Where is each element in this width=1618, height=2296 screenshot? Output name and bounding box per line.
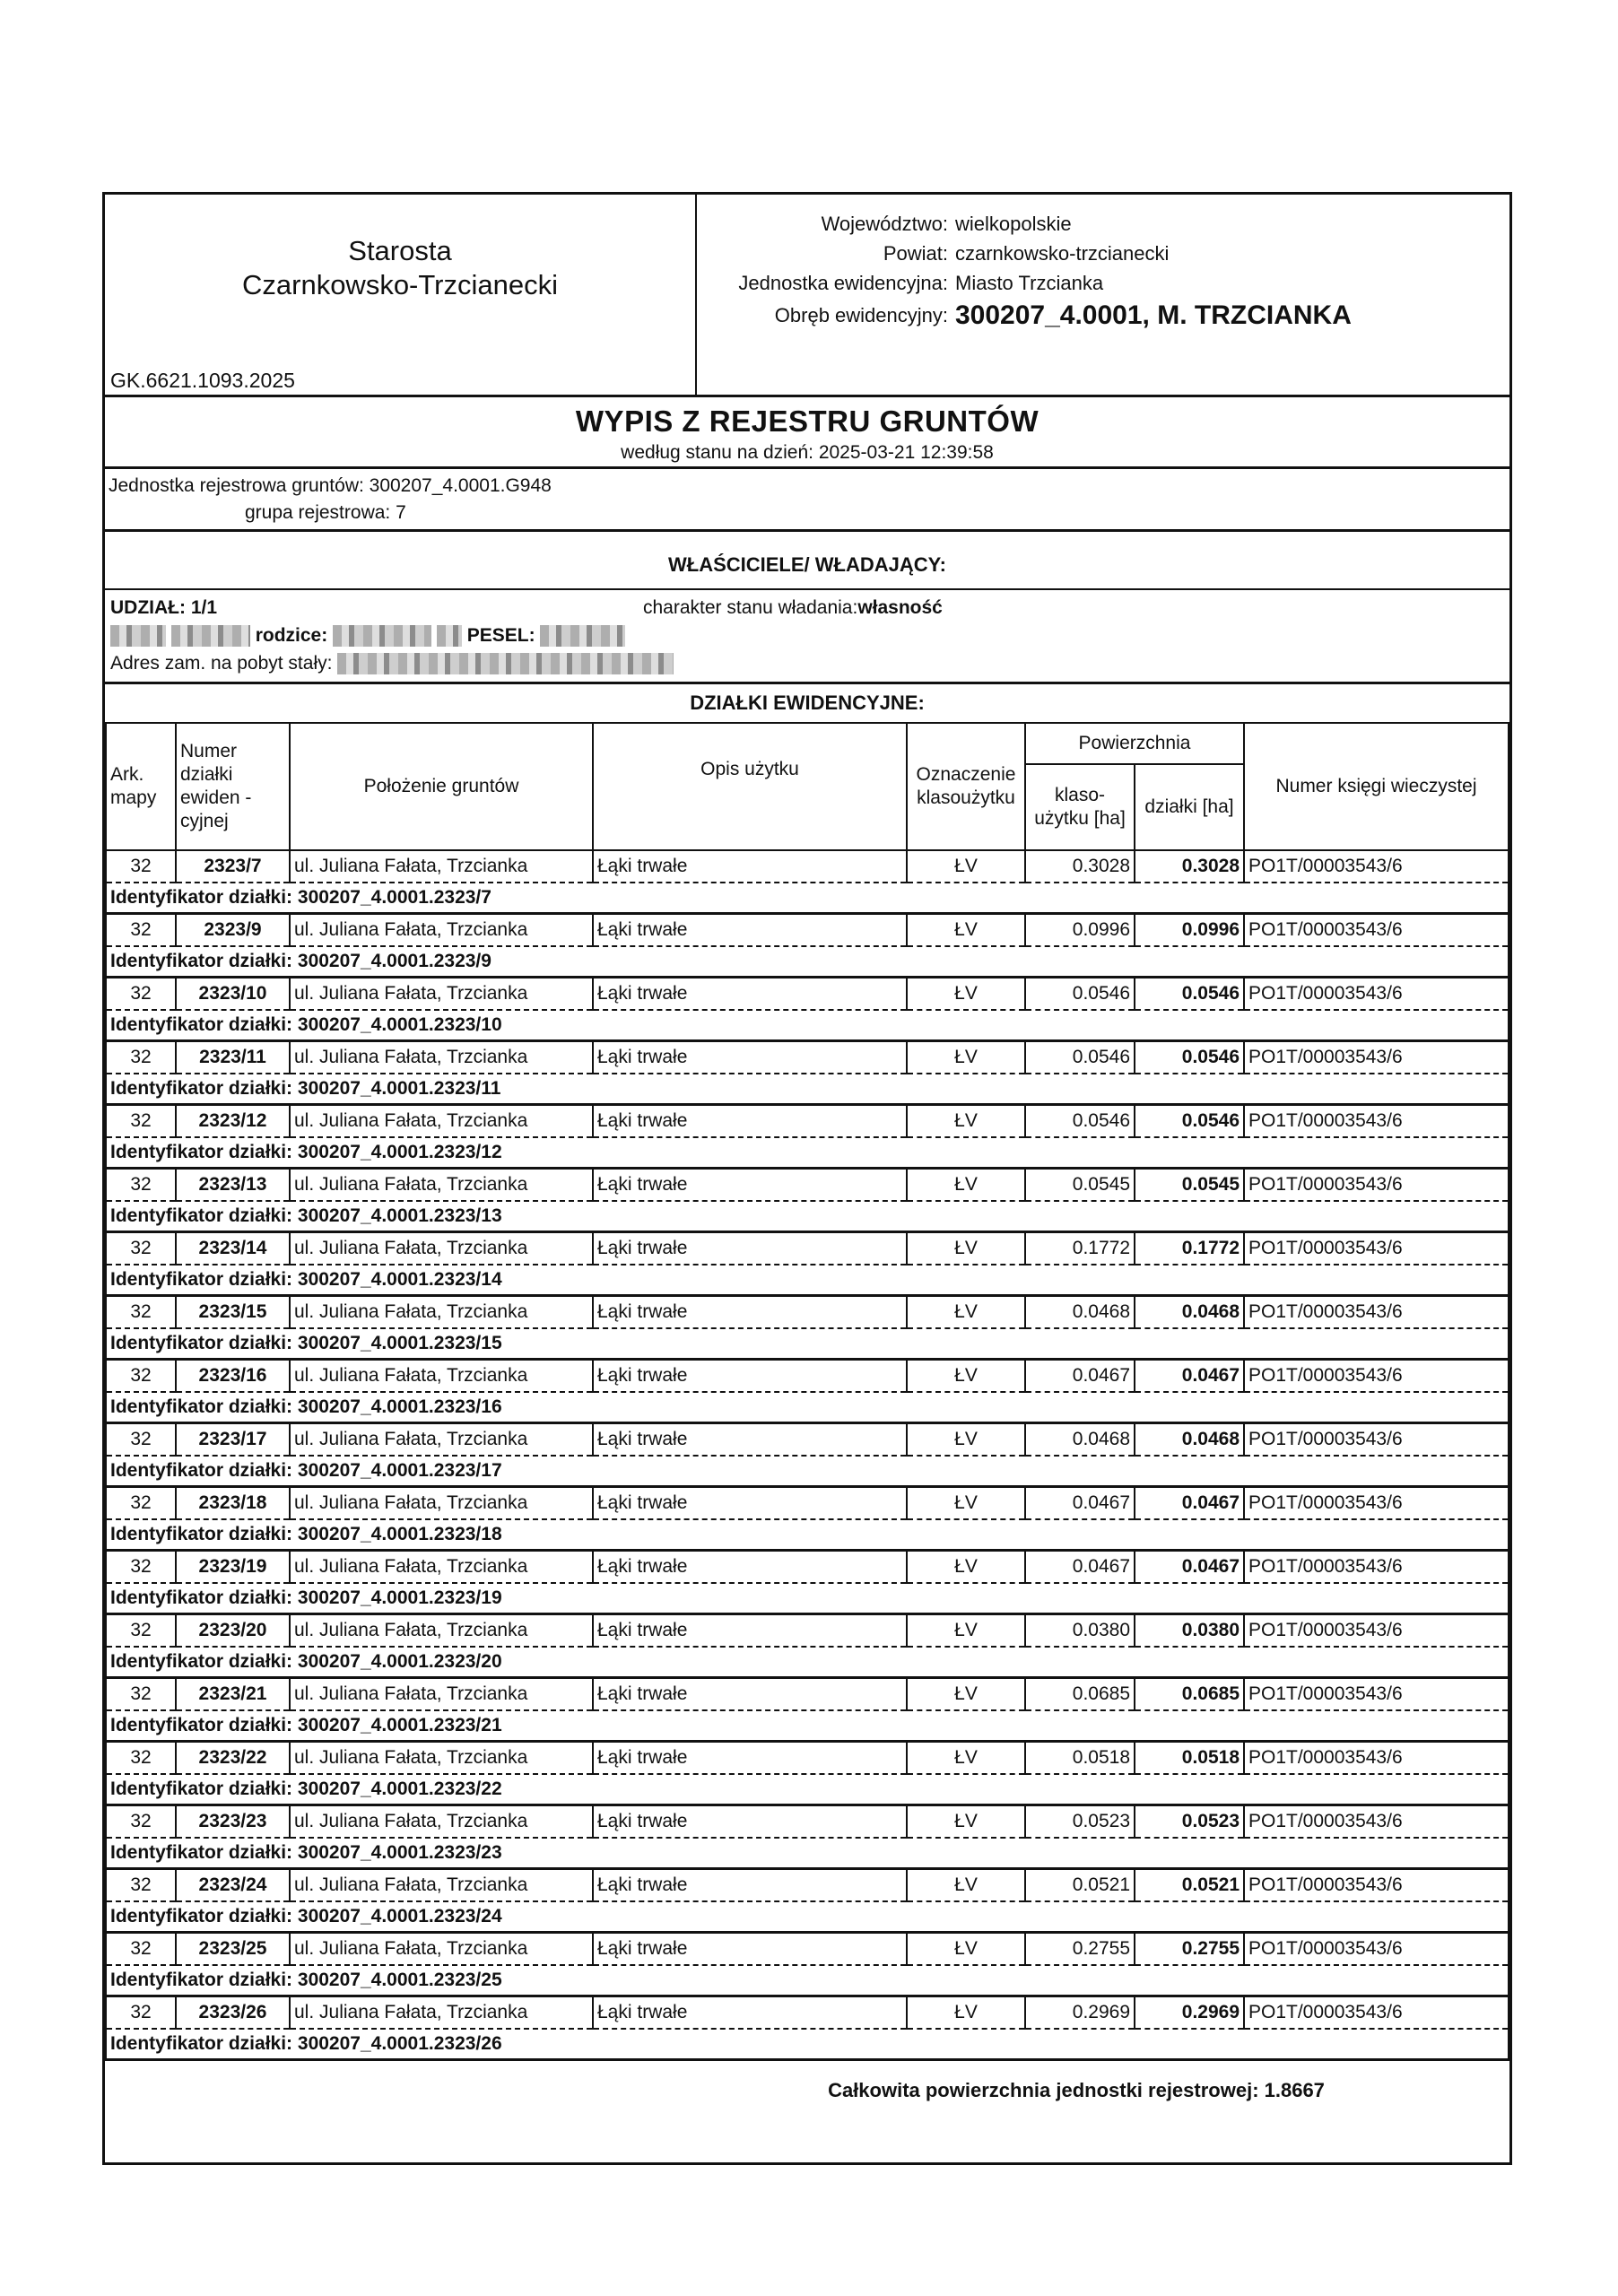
field-precinct: Obręb ewidencyjny: 300207_4.0001, M. TRZCIANKA [774, 300, 1352, 330]
cell-land-book: PO1T/00003543/6 [1244, 914, 1509, 947]
title-section [105, 397, 1509, 469]
table-row [106, 1933, 1509, 1966]
cell-area-class: 0.0380 [1025, 1614, 1135, 1648]
cell-plot-number: 2323/20 [176, 1614, 290, 1648]
col-plot-number: Numer działki ewiden -cyjnej [176, 723, 290, 850]
table-row [106, 1105, 1509, 1138]
cell-area-class: 0.0546 [1025, 978, 1135, 1011]
plot-identifier-row [106, 1328, 1509, 1360]
redacted-parents-2 [437, 625, 462, 647]
plot-identifier [106, 1965, 1509, 1996]
cell-location: ul. Juliana Fałata, Trzcianka [290, 1487, 593, 1520]
plot-identifier-value: 300207_4.0001.2323/18 [297, 1524, 502, 1544]
cell-plot-number: 2323/15 [176, 1296, 290, 1329]
plot-identifier-label: Identyfikator działki: [110, 887, 293, 908]
cell-plot-number: 2323/17 [176, 1423, 290, 1457]
registry-unit: Jednostka rejestrowa gruntów: 300207_4.0001.G948 [109, 475, 552, 496]
cell-area-plot: 0.0546 [1135, 978, 1244, 1011]
cell-plot-number: 2323/22 [176, 1742, 290, 1775]
document-header [105, 195, 1509, 397]
cell-area-class: 0.0546 [1025, 1105, 1135, 1138]
cell-area-plot: 0.2969 [1135, 1996, 1244, 2030]
ownership-line [110, 594, 1504, 622]
plot-identifier-value: 300207_4.0001.2323/12 [297, 1142, 502, 1162]
cell-usage: Łąki trwałe [593, 1933, 907, 1966]
document-date: według stanu na dzień: 2025-03-21 12:39:58 [621, 442, 994, 463]
cell-ark: 32 [106, 1105, 176, 1138]
plot-identifier-row [106, 1710, 1509, 1742]
plot-identifier-label: Identyfikator działki: [110, 1524, 293, 1544]
cell-ark: 32 [106, 850, 176, 883]
cell-ark: 32 [106, 914, 176, 947]
cell-plot-number: 2323/11 [176, 1041, 290, 1074]
plot-identifier [106, 946, 1509, 978]
cell-class: ŁV [907, 978, 1025, 1011]
plot-identifier-row [106, 883, 1509, 914]
cell-area-plot: 0.0685 [1135, 1678, 1244, 1711]
cell-plot-number: 2323/12 [176, 1105, 290, 1138]
cell-area-class: 0.0521 [1025, 1869, 1135, 1902]
cell-plot-number: 2323/10 [176, 978, 290, 1011]
plot-identifier-label: Identyfikator działki: [110, 951, 293, 971]
cell-usage: Łąki trwałe [593, 1614, 907, 1648]
plot-identifier-value: 300207_4.0001.2323/20 [297, 1651, 502, 1672]
plot-identifier-row [106, 1392, 1509, 1423]
cell-class: ŁV [907, 1487, 1025, 1520]
cell-plot-number: 2323/21 [176, 1678, 290, 1711]
plot-identifier-row [106, 1519, 1509, 1551]
table-row [106, 1232, 1509, 1265]
cell-class: ŁV [907, 1232, 1025, 1265]
cell-ark: 32 [106, 1805, 176, 1839]
cell-area-class: 0.0523 [1025, 1805, 1135, 1839]
cell-location: ul. Juliana Fałata, Trzcianka [290, 850, 593, 883]
col-class: Oznaczenie klasoużytku [907, 723, 1025, 850]
plot-identifier-row [106, 946, 1509, 978]
plot-identifier-row [106, 1456, 1509, 1487]
plot-identifier-label: Identyfikator działki: [110, 1906, 293, 1926]
cell-class: ŁV [907, 1360, 1025, 1393]
cell-class: ŁV [907, 1551, 1025, 1584]
plot-identifier-label: Identyfikator działki: [110, 1842, 293, 1863]
cell-class: ŁV [907, 1742, 1025, 1775]
plot-identifier-row [106, 1647, 1509, 1678]
table-row [106, 1742, 1509, 1775]
plot-identifier-row [106, 1137, 1509, 1169]
cell-plot-number: 2323/7 [176, 850, 290, 883]
plot-identifier-label: Identyfikator działki: [110, 1269, 293, 1290]
cell-ark: 32 [106, 1678, 176, 1711]
plot-identifier-row [106, 2029, 1509, 2060]
plot-identifier-row [106, 1774, 1509, 1805]
plot-identifier [106, 1328, 1509, 1360]
field-unit: Jednostka ewidencyjna: Miasto Trzcianka [738, 272, 1104, 294]
cell-land-book: PO1T/00003543/6 [1244, 1933, 1509, 1966]
cell-location: ul. Juliana Fałata, Trzcianka [290, 1869, 593, 1902]
authority-line-1: Starosta [348, 235, 452, 266]
cell-plot-number: 2323/23 [176, 1805, 290, 1839]
table-row [106, 1869, 1509, 1902]
plot-identifier [106, 1901, 1509, 1933]
plot-identifier-label: Identyfikator działki: [110, 1078, 293, 1099]
plot-identifier [106, 1647, 1509, 1678]
tenure: charakter stanu władania:własność [643, 597, 943, 618]
cell-class: ŁV [907, 1169, 1025, 1202]
plot-identifier [106, 1519, 1509, 1551]
plot-identifier [106, 1456, 1509, 1487]
document-title: WYPIS Z REJESTRU GRUNTÓW [575, 404, 1040, 438]
cell-ark: 32 [106, 1742, 176, 1775]
cell-ark: 32 [106, 1487, 176, 1520]
authority-block [105, 195, 697, 395]
plot-identifier-label: Identyfikator działki: [110, 1142, 293, 1162]
plot-identifier-label: Identyfikator działki: [110, 1014, 293, 1035]
cell-class: ŁV [907, 1105, 1025, 1138]
cell-plot-number: 2323/13 [176, 1169, 290, 1202]
cell-ark: 32 [106, 1614, 176, 1648]
cell-plot-number: 2323/18 [176, 1487, 290, 1520]
cell-location: ul. Juliana Fałata, Trzcianka [290, 978, 593, 1011]
table-row [106, 1296, 1509, 1329]
cell-location: ul. Juliana Fałata, Trzcianka [290, 1041, 593, 1074]
plot-identifier-label: Identyfikator działki: [110, 1460, 293, 1481]
plot-identifier-row [106, 1583, 1509, 1614]
cell-land-book: PO1T/00003543/6 [1244, 1423, 1509, 1457]
cell-location: ul. Juliana Fałata, Trzcianka [290, 1296, 593, 1329]
redacted-pesel [540, 625, 625, 647]
cell-area-plot: 0.0523 [1135, 1805, 1244, 1839]
cell-usage: Łąki trwałe [593, 1487, 907, 1520]
cell-area-class: 0.0467 [1025, 1487, 1135, 1520]
cell-class: ŁV [907, 850, 1025, 883]
plot-identifier-row [106, 1838, 1509, 1869]
plot-identifier-label: Identyfikator działki: [110, 1779, 293, 1799]
plots-title: DZIAŁKI EWIDENCYJNE: [690, 691, 925, 714]
cell-usage: Łąki trwałe [593, 1169, 907, 1202]
plot-identifier [106, 1583, 1509, 1614]
cell-area-class: 0.0518 [1025, 1742, 1135, 1775]
plot-identifier-row [106, 1965, 1509, 1996]
plot-identifier-value: 300207_4.0001.2323/15 [297, 1333, 502, 1353]
cell-ark: 32 [106, 1169, 176, 1202]
redacted-last-name [171, 625, 250, 647]
case-number: GK.6621.1093.2025 [110, 369, 295, 392]
table-row [106, 1487, 1509, 1520]
cell-area-class: 0.3028 [1025, 850, 1135, 883]
col-area-group: Powierzchnia [1025, 723, 1244, 764]
owner-identity-line [110, 622, 1504, 649]
table-row [106, 1614, 1509, 1648]
plot-identifier-row [106, 1010, 1509, 1041]
cell-usage: Łąki trwałe [593, 1360, 907, 1393]
cell-plot-number: 2323/19 [176, 1551, 290, 1584]
cell-area-class: 0.0546 [1025, 1041, 1135, 1074]
plots-body [106, 850, 1509, 2060]
plot-identifier-label: Identyfikator działki: [110, 2033, 293, 2054]
cell-usage: Łąki trwałe [593, 1551, 907, 1584]
cell-location: ul. Juliana Fałata, Trzcianka [290, 1996, 593, 2030]
cell-plot-number: 2323/25 [176, 1933, 290, 1966]
cell-area-plot: 0.0467 [1135, 1360, 1244, 1393]
plot-identifier-label: Identyfikator działki: [110, 1970, 293, 1990]
col-land-book: Numer księgi wieczystej [1244, 723, 1509, 850]
plot-identifier-value: 300207_4.0001.2323/25 [297, 1970, 502, 1990]
plot-identifier-value: 300207_4.0001.2323/19 [297, 1587, 502, 1608]
cell-ark: 32 [106, 978, 176, 1011]
plot-identifier [106, 1074, 1509, 1105]
cell-area-class: 0.0545 [1025, 1169, 1135, 1202]
cell-land-book: PO1T/00003543/6 [1244, 1232, 1509, 1265]
cell-plot-number: 2323/14 [176, 1232, 290, 1265]
plot-identifier-label: Identyfikator działki: [110, 1651, 293, 1672]
cell-location: ul. Juliana Fałata, Trzcianka [290, 1423, 593, 1457]
cell-land-book: PO1T/00003543/6 [1244, 1614, 1509, 1648]
cell-ark: 32 [106, 1551, 176, 1584]
cell-usage: Łąki trwałe [593, 1678, 907, 1711]
plot-identifier [106, 883, 1509, 914]
cell-class: ŁV [907, 1678, 1025, 1711]
plot-identifier-value: 300207_4.0001.2323/14 [297, 1269, 502, 1290]
table-row [106, 1805, 1509, 1839]
col-area-plot: działki [ha] [1135, 764, 1244, 850]
cell-ark: 32 [106, 1996, 176, 2030]
cell-ark: 32 [106, 1360, 176, 1393]
plot-identifier [106, 1392, 1509, 1423]
plot-identifier-value: 300207_4.0001.2323/16 [297, 1396, 502, 1417]
cell-area-class: 0.0685 [1025, 1678, 1135, 1711]
cell-usage: Łąki trwałe [593, 1996, 907, 2030]
cell-area-plot: 0.2755 [1135, 1933, 1244, 1966]
cell-usage: Łąki trwałe [593, 1232, 907, 1265]
cell-land-book: PO1T/00003543/6 [1244, 1742, 1509, 1775]
cell-area-plot: 0.0996 [1135, 914, 1244, 947]
address-label: Adres zam. na pobyt stały: [110, 653, 333, 674]
cell-usage: Łąki trwałe [593, 1105, 907, 1138]
plot-identifier-value: 300207_4.0001.2323/11 [297, 1078, 501, 1099]
cell-class: ŁV [907, 1614, 1025, 1648]
cell-usage: Łąki trwałe [593, 1742, 907, 1775]
cell-land-book: PO1T/00003543/6 [1244, 1360, 1509, 1393]
table-row [106, 914, 1509, 947]
authority-name [105, 234, 695, 302]
plot-identifier-value: 300207_4.0001.2323/7 [297, 887, 491, 908]
cell-ark: 32 [106, 1041, 176, 1074]
plot-identifier-row [106, 1265, 1509, 1296]
cell-area-plot: 0.0545 [1135, 1169, 1244, 1202]
cell-land-book: PO1T/00003543/6 [1244, 978, 1509, 1011]
plot-identifier [106, 1838, 1509, 1869]
plot-identifier-value: 300207_4.0001.2323/21 [297, 1715, 502, 1735]
plot-identifier-value: 300207_4.0001.2323/24 [297, 1906, 502, 1926]
redacted-parents [333, 625, 431, 647]
plot-identifier-value: 300207_4.0001.2323/23 [297, 1842, 502, 1863]
plots-table [105, 722, 1509, 2061]
cell-location: ul. Juliana Fałata, Trzcianka [290, 1805, 593, 1839]
cell-usage: Łąki trwałe [593, 1041, 907, 1074]
cell-ark: 32 [106, 1296, 176, 1329]
cell-land-book: PO1T/00003543/6 [1244, 1805, 1509, 1839]
cell-land-book: PO1T/00003543/6 [1244, 1169, 1509, 1202]
plot-identifier [106, 2029, 1509, 2060]
cell-land-book: PO1T/00003543/6 [1244, 1678, 1509, 1711]
redacted-address [337, 653, 674, 674]
cell-area-plot: 0.0380 [1135, 1614, 1244, 1648]
cell-land-book: PO1T/00003543/6 [1244, 1996, 1509, 2030]
cell-area-class: 0.2969 [1025, 1996, 1135, 2030]
table-row [106, 1169, 1509, 1202]
field-voivodeship: Województwo: wielkopolskie [821, 213, 1072, 235]
cell-plot-number: 2323/9 [176, 914, 290, 947]
cell-land-book: PO1T/00003543/6 [1244, 1551, 1509, 1584]
col-usage: Opis użytku [593, 723, 907, 850]
cell-plot-number: 2323/16 [176, 1360, 290, 1393]
total-area: Całkowita powierzchnia jednostki rejestrowej: 1.8667 [828, 2079, 1325, 2101]
field-county: Powiat: czarnkowsko-trzcianecki [883, 242, 1170, 265]
cell-usage: Łąki trwałe [593, 1423, 907, 1457]
registry-unit-section [105, 469, 1509, 532]
plot-identifier-row [106, 1201, 1509, 1232]
plot-identifier-value: 300207_4.0001.2323/10 [297, 1014, 502, 1035]
cell-usage: Łąki trwałe [593, 1869, 907, 1902]
cell-land-book: PO1T/00003543/6 [1244, 1869, 1509, 1902]
land-register-extract [102, 192, 1512, 2165]
owners-title: WŁAŚCICIELE/ WŁADAJĄCY: [105, 532, 1509, 590]
cell-area-plot: 0.0546 [1135, 1105, 1244, 1138]
cell-location: ul. Juliana Fałata, Trzcianka [290, 1551, 593, 1584]
table-row [106, 978, 1509, 1011]
table-row [106, 1360, 1509, 1393]
plot-identifier-row [106, 1901, 1509, 1933]
col-ark: Ark. mapy [106, 723, 176, 850]
cell-location: ul. Juliana Fałata, Trzcianka [290, 1360, 593, 1393]
cell-area-plot: 0.0546 [1135, 1041, 1244, 1074]
cell-usage: Łąki trwałe [593, 850, 907, 883]
cell-area-class: 0.0468 [1025, 1423, 1135, 1457]
plot-identifier-value: 300207_4.0001.2323/26 [297, 2033, 502, 2054]
plot-identifier-label: Identyfikator działki: [110, 1205, 293, 1226]
table-row [106, 1041, 1509, 1074]
cell-area-class: 0.2755 [1025, 1933, 1135, 1966]
plot-identifier-label: Identyfikator działki: [110, 1333, 293, 1353]
cell-class: ŁV [907, 1041, 1025, 1074]
cell-area-plot: 0.1772 [1135, 1232, 1244, 1265]
location-block [697, 195, 1509, 395]
cell-area-plot: 0.0518 [1135, 1742, 1244, 1775]
col-location: Położenie gruntów [290, 723, 593, 850]
plot-identifier [106, 1201, 1509, 1232]
table-row [106, 1551, 1509, 1584]
authority-line-2: Czarnkowsko-Trzcianecki [242, 269, 558, 300]
pesel-label: PESEL: [466, 625, 535, 646]
cell-plot-number: 2323/24 [176, 1869, 290, 1902]
cell-land-book: PO1T/00003543/6 [1244, 1296, 1509, 1329]
cell-area-plot: 0.0468 [1135, 1296, 1244, 1329]
plot-identifier-value: 300207_4.0001.2323/17 [297, 1460, 502, 1481]
cell-ark: 32 [106, 1869, 176, 1902]
cell-class: ŁV [907, 1869, 1025, 1902]
plot-identifier [106, 1010, 1509, 1041]
cell-location: ul. Juliana Fałata, Trzcianka [290, 914, 593, 947]
table-row [106, 1423, 1509, 1457]
redacted-first-name [110, 625, 166, 647]
cell-plot-number: 2323/26 [176, 1996, 290, 2030]
plot-identifier-value: 300207_4.0001.2323/13 [297, 1205, 502, 1226]
cell-area-class: 0.1772 [1025, 1232, 1135, 1265]
plot-identifier-row [106, 1074, 1509, 1105]
table-row [106, 850, 1509, 883]
plot-identifier-value: 300207_4.0001.2323/9 [297, 951, 491, 971]
registry-group: grupa rejestrowa: 7 [245, 502, 406, 523]
cell-land-book: PO1T/00003543/6 [1244, 850, 1509, 883]
cell-land-book: PO1T/00003543/6 [1244, 1105, 1509, 1138]
cell-area-plot: 0.0467 [1135, 1551, 1244, 1584]
cell-location: ul. Juliana Fałata, Trzcianka [290, 1232, 593, 1265]
plot-identifier-value: 300207_4.0001.2323/22 [297, 1779, 502, 1799]
cell-location: ul. Juliana Fałata, Trzcianka [290, 1678, 593, 1711]
cell-usage: Łąki trwałe [593, 914, 907, 947]
plot-identifier [106, 1774, 1509, 1805]
cell-area-plot: 0.0467 [1135, 1487, 1244, 1520]
cell-area-class: 0.0467 [1025, 1360, 1135, 1393]
share: UDZIAŁ: 1/1 [110, 597, 218, 618]
cell-class: ŁV [907, 1933, 1025, 1966]
cell-usage: Łąki trwałe [593, 1805, 907, 1839]
cell-area-class: 0.0996 [1025, 914, 1135, 947]
cell-area-class: 0.0467 [1025, 1551, 1135, 1584]
cell-ark: 32 [106, 1232, 176, 1265]
cell-land-book: PO1T/00003543/6 [1244, 1487, 1509, 1520]
cell-location: ul. Juliana Fałata, Trzcianka [290, 1742, 593, 1775]
table-row [106, 1996, 1509, 2030]
plot-identifier-label: Identyfikator działki: [110, 1587, 293, 1608]
cell-class: ŁV [907, 1805, 1025, 1839]
plot-identifier-label: Identyfikator działki: [110, 1396, 293, 1417]
cell-area-class: 0.0468 [1025, 1296, 1135, 1329]
col-area-class: klaso- użytku [ha] [1025, 764, 1135, 850]
plot-identifier [106, 1265, 1509, 1296]
owners-section [105, 590, 1509, 684]
cell-usage: Łąki trwałe [593, 1296, 907, 1329]
cell-location: ul. Juliana Fałata, Trzcianka [290, 1933, 593, 1966]
cell-location: ul. Juliana Fałata, Trzcianka [290, 1169, 593, 1202]
plot-identifier-label: Identyfikator działki: [110, 1715, 293, 1735]
cell-class: ŁV [907, 1296, 1025, 1329]
cell-class: ŁV [907, 914, 1025, 947]
cell-land-book: PO1T/00003543/6 [1244, 1041, 1509, 1074]
cell-location: ul. Juliana Fałata, Trzcianka [290, 1614, 593, 1648]
cell-area-plot: 0.0468 [1135, 1423, 1244, 1457]
owner-address-line [110, 649, 1504, 677]
cell-ark: 32 [106, 1933, 176, 1966]
plot-identifier [106, 1137, 1509, 1169]
cell-class: ŁV [907, 1423, 1025, 1457]
cell-area-plot: 0.3028 [1135, 850, 1244, 883]
cell-class: ŁV [907, 1996, 1025, 2030]
cell-location: ul. Juliana Fałata, Trzcianka [290, 1105, 593, 1138]
cell-area-plot: 0.0521 [1135, 1869, 1244, 1902]
cell-usage: Łąki trwałe [593, 978, 907, 1011]
parents-label: rodzice: [255, 625, 328, 646]
cell-ark: 32 [106, 1423, 176, 1457]
plot-identifier [106, 1710, 1509, 1742]
table-row [106, 1678, 1509, 1711]
